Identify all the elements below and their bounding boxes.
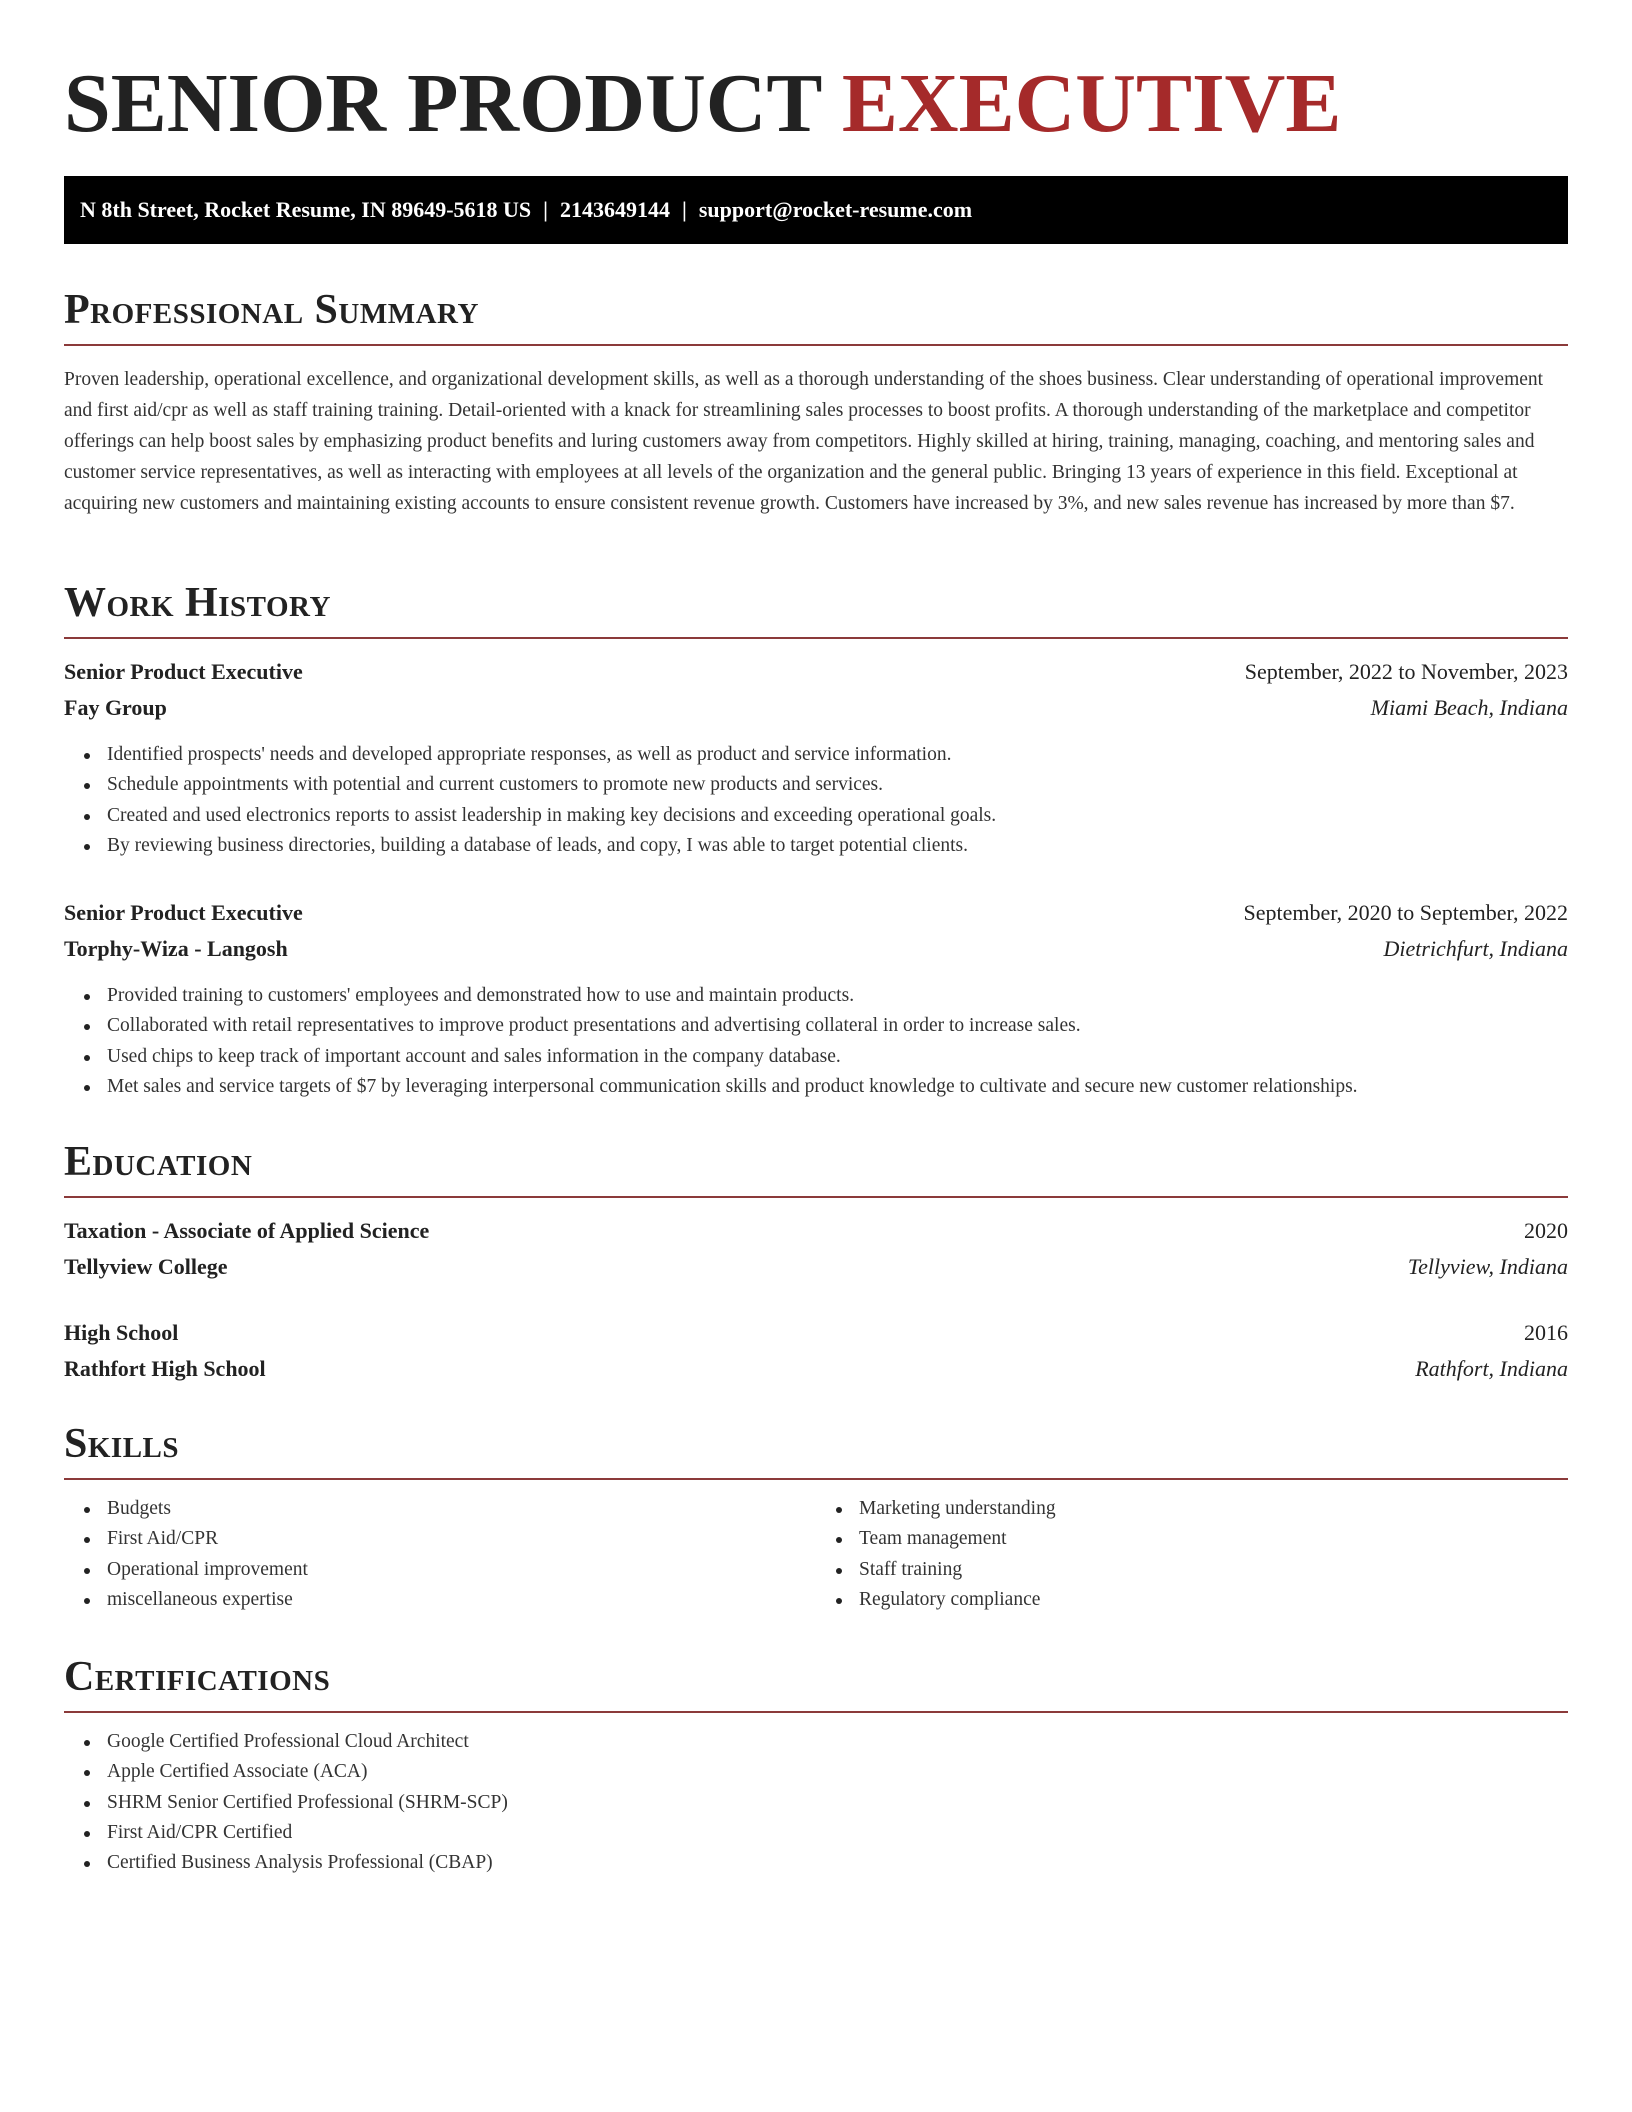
education-entry [64,1315,1568,1387]
contact-address: N 8th Street, Rocket Resume, IN 89649-5618 US [80,197,532,222]
list-item: Created and used electronics reports to assist leadership in making key decisions and exceeding operational goals. [107,801,1568,831]
list-item: Certified Business Analysis Professional (CBAP) [107,1848,1568,1878]
list-item: Operational improvement [107,1555,816,1585]
education-section [64,1134,1568,1387]
contact-bar [64,176,1568,244]
list-item: Identified prospects' needs and developed appropriate responses, as well as product and service information. [107,740,1568,770]
education-school-row [64,1249,1568,1285]
education-location: Tellyview, Indiana [1407,1254,1568,1279]
list-item: Apple Certified Associate (ACA) [107,1757,1568,1787]
education-school-row [64,1351,1568,1387]
education-location: Rathfort, Indiana [1415,1356,1568,1381]
title-accent: EXECUTIVE [841,57,1342,150]
job-company: Torphy-Wiza - Langosh [64,936,288,962]
list-item: Marketing understanding [859,1494,1568,1524]
certifications-section [64,1649,1568,1878]
job-location: Miami Beach, Indiana [1370,695,1568,720]
contact-phone: 2143649144 [560,197,671,222]
list-item: Regulatory compliance [859,1585,1568,1615]
education-degree: High School [64,1320,179,1345]
contact-separator: | [682,197,687,222]
education-header-row [64,1213,1568,1249]
job-title: Senior Product Executive [64,900,303,926]
job-header-row [64,654,1568,690]
list-item: Met sales and service targets of $7 by leveraging interpersonal communication skills and product knowledge to cultivate and secure new customer relationships. [107,1072,1568,1102]
job-title: Senior Product Executive [64,659,303,684]
section-heading: Certifications [64,1654,331,1700]
work-history-section [64,575,1568,1102]
education-year: 2016 [1524,1320,1568,1345]
section-divider [64,344,1568,346]
summary-text: Proven leadership, operational excellence, and organizational development skills, as well as a thorough understanding of the shoes business. Clear understanding of operational improvement and first aid/cpr as well as staff training training. Detail-oriented with a knack for streamlining sales processes to boost profits. A thorough understanding of the marketplace and competitor offerings can help boost sales by emphasizing product benefits and luring customers away from competitors. Highly skilled at hiring, training, managing, coaching, and mentoring sales and customer service representatives, as well as interacting with employees at all levels of the organization and the general public. Bringing 13 years of experience in this field. Exceptional at acquiring new customers and maintaining existing accounts to ensure consistent revenue growth. Customers have increased by 3%, and new sales revenue has increased by more than $7. [64,369,1544,514]
list-item: Budgets [107,1494,816,1524]
education-header-row [64,1315,1568,1351]
list-item: First Aid/CPR Certified [107,1818,1568,1848]
list-item: Staff training [859,1555,1568,1585]
list-item: miscellaneous expertise [107,1585,816,1615]
section-divider [64,1478,1568,1480]
job-company-row [64,690,1568,726]
list-item: First Aid/CPR [107,1524,816,1554]
skills-list-right [816,1494,1568,1615]
job-bullets [64,740,1568,861]
certifications-list [64,1727,1568,1878]
section-heading: Professional Summary [64,287,479,333]
summary-section [64,282,1568,519]
section-heading: Work History [64,580,331,626]
contact-email: support@rocket-resume.com [698,197,973,222]
job-company: Fay Group [64,695,167,720]
section-divider [64,1196,1568,1198]
list-item: Provided training to customers' employees and demonstrated how to use and maintain products. [107,981,1568,1011]
education-year: 2020 [1524,1218,1568,1243]
job-company-row [64,931,1568,967]
skills-section [64,1416,1568,1615]
education-degree: Taxation - Associate of Applied Science [64,1218,430,1243]
section-divider [64,637,1568,639]
job-dates: September, 2022 to November, 2023 [1244,659,1568,684]
job-entry [64,654,1568,861]
job-header-row [64,895,1568,931]
job-bullets [64,981,1568,1102]
education-school: Tellyview College [64,1254,228,1279]
list-item: Schedule appointments with potential and current customers to promote new products and services. [107,770,1568,800]
section-heading: Skills [64,1421,180,1467]
education-school: Rathfort High School [64,1356,266,1381]
resume-title [64,50,1341,158]
job-location: Dietrichfurt, Indiana [1383,936,1568,962]
education-entry [64,1213,1568,1285]
section-divider [64,1711,1568,1713]
job-dates: September, 2020 to September, 2022 [1243,900,1568,926]
section-heading: Education [64,1139,253,1185]
contact-separator: | [543,197,549,222]
list-item: SHRM Senior Certified Professional (SHRM-SCP) [107,1788,1568,1818]
job-entry [64,895,1568,1102]
title-main: SENIOR PRODUCT [64,57,821,150]
skills-columns [64,1494,1568,1615]
list-item: Google Certified Professional Cloud Architect [107,1727,1568,1757]
list-item: By reviewing business directories, building a database of leads, and copy, I was able to target potential clients. [107,831,1568,861]
list-item: Used chips to keep track of important account and sales information in the company database. [107,1042,1568,1072]
list-item: Collaborated with retail representatives to improve product presentations and advertising collateral in order to increase sales. [107,1011,1568,1041]
list-item: Team management [859,1524,1568,1554]
skills-list-left [64,1494,816,1615]
